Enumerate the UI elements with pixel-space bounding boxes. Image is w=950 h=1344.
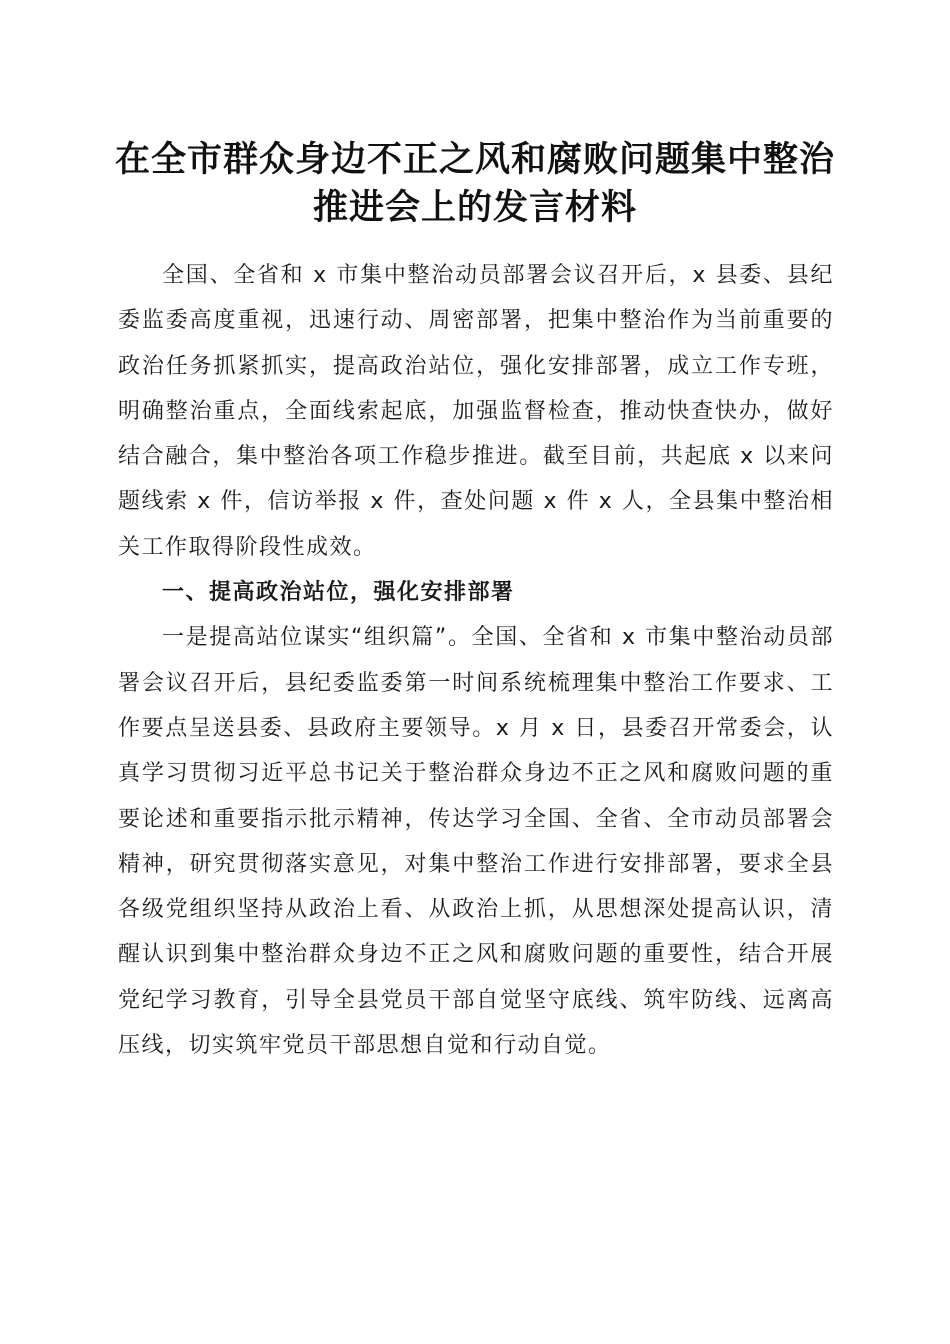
document-title xyxy=(100,136,850,232)
section-paragraph: 一是提高站位谋实“组织篇”。全国、全省和 x 市集中整治动员部署会议召开后，县纪委监委第一时间系统梳理集中整治工作要求、工作要点呈送县委、县政府主要领导。x 月 x 日，县委召开常委会，认真学习贯彻习近平总书记关于整治群众身边不正之风和腐败问题的重要论述和重要指示批示精神，传达学习全国、全省、全市动员部署会精神，研究贯彻落实意见，对集中整治工作进行安排部署，要求全县各级党组织坚持从政治上看、从政治上抓，从思想深处提高认识，清醒认识到集中整治群众身边不正之风和腐败问题的重要性，结合开展党纪学习教育，引导全县党员干部自觉坚守底线、筑牢防线、远离高压线，切实筑牢党员干部思想自觉和行动自觉。 xyxy=(118,625,834,1059)
document-body xyxy=(118,253,834,1068)
title-line-1: 在全市群众身边不正之风和腐败问题集中整治 xyxy=(114,139,835,180)
title-line-2: 推进会上的发言材料 xyxy=(312,187,637,228)
intro-paragraph: 全国、全省和 x 市集中整治动员部署会议召开后，x 县委、县纪委监委高度重视，迅速行动、周密部署，把集中整治作为当前重要的政治任务抓紧抓实，提高政治站位，强化安排部署，成立工作专班，明确整治重点，全面线索起底，加强监督检查，推动快查快办，做好结合融合，集中整治各项工作稳步推进。截至目前，共起底 x 以来问题线索 x 件，信访举报 x 件，查处问题 x 件 x 人，全县集中整治相关工作取得阶段性成效。 xyxy=(118,263,834,560)
section-heading: 一、提高政治站位，强化安排部署 xyxy=(162,580,515,606)
